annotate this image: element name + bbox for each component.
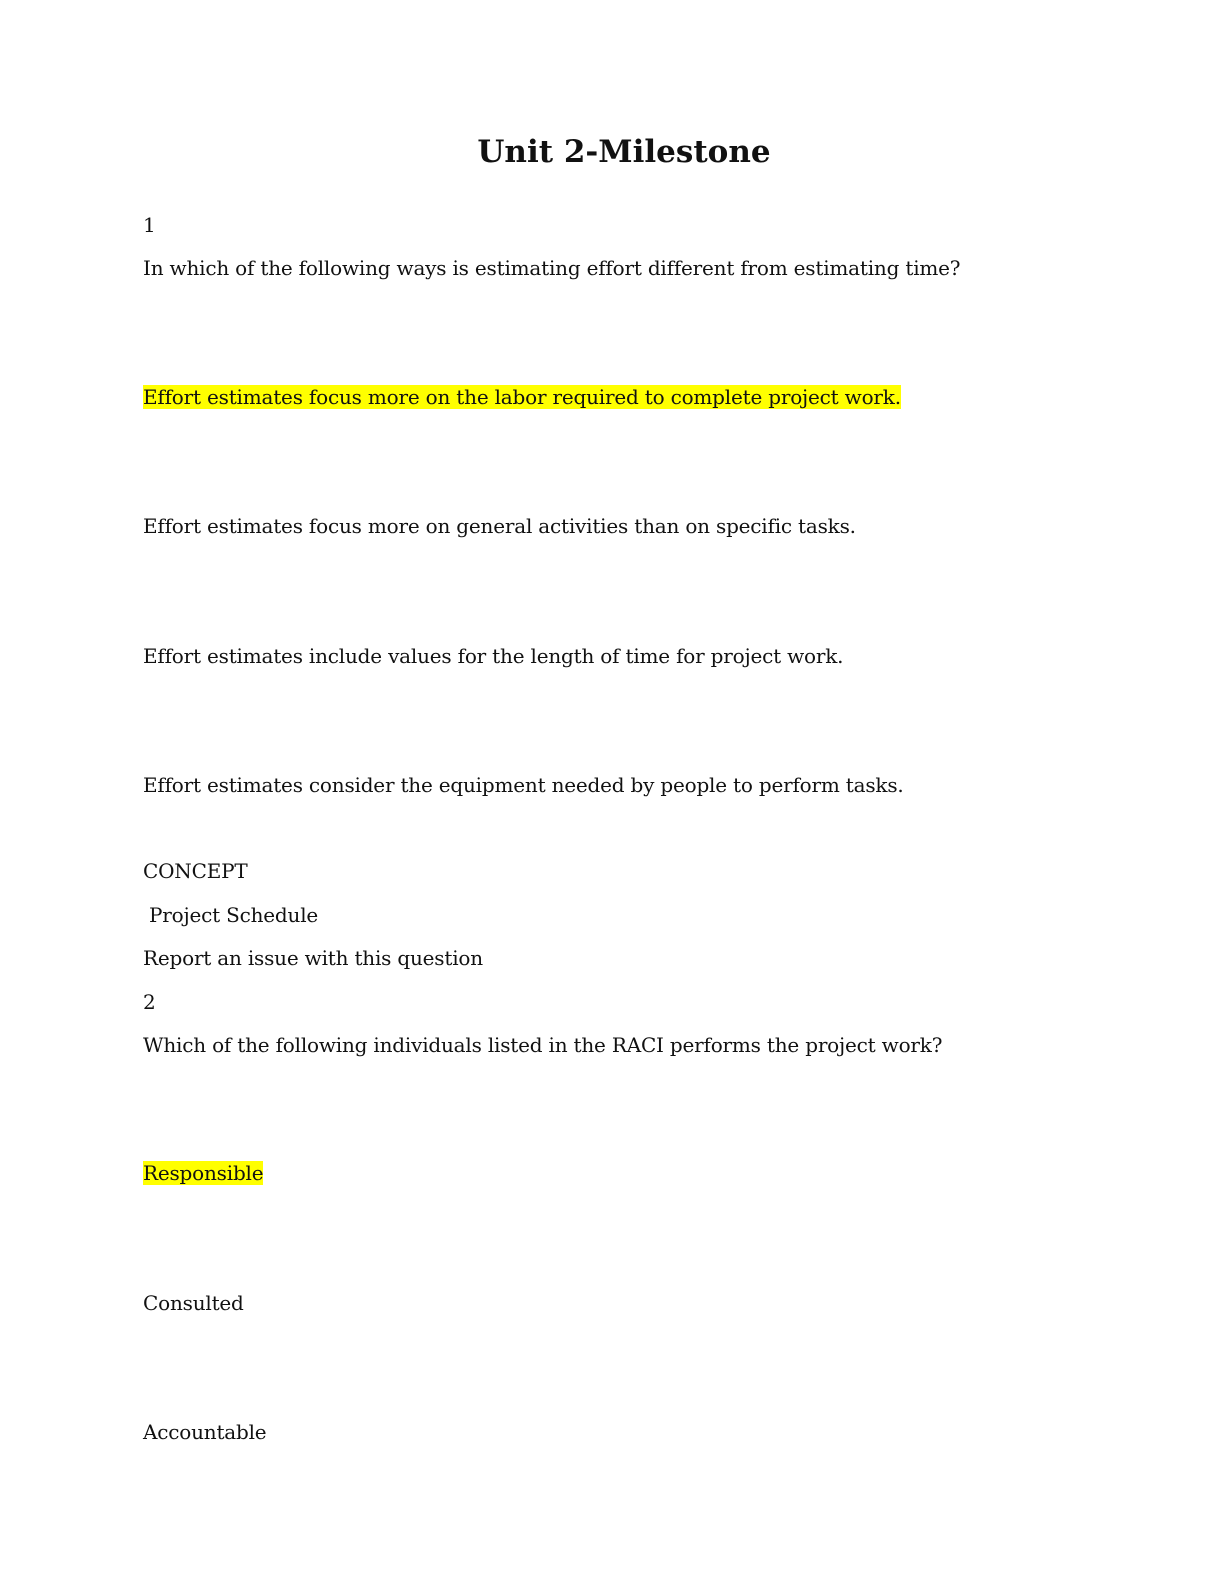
concept-name: Project Schedule <box>149 903 319 927</box>
concept-label: CONCEPT <box>143 859 248 883</box>
answer-option[interactable] <box>143 513 856 539</box>
answer-option-label: Accountable <box>143 1420 267 1444</box>
answer-option[interactable] <box>143 1290 244 1316</box>
question-number: 1 <box>143 213 156 237</box>
answer-option-selected[interactable] <box>143 1160 263 1186</box>
question-number: 2 <box>143 990 156 1014</box>
answer-option-label: Consulted <box>143 1291 244 1315</box>
answer-option[interactable] <box>143 643 843 669</box>
answer-option-label: Effort estimates focus more on general activities than on specific tasks. <box>143 514 856 538</box>
answer-option[interactable] <box>143 772 904 798</box>
answer-option-selected[interactable] <box>143 384 901 410</box>
answer-option[interactable] <box>143 1419 266 1445</box>
question-prompt: In which of the following ways is estimating effort different from estimating time? <box>143 256 961 280</box>
answer-option-label: Responsible <box>143 1161 264 1185</box>
answer-option-label: Effort estimates include values for the length of time for project work. <box>143 644 844 668</box>
answer-option-label: Effort estimates consider the equipment needed by people to perform tasks. <box>143 773 904 797</box>
question-prompt: Which of the following individuals listed in the RACI performs the project work? <box>143 1033 943 1057</box>
report-issue-link[interactable]: Report an issue with this question <box>143 946 483 970</box>
answer-option-label: Effort estimates focus more on the labor required to complete project work. <box>143 385 901 409</box>
page-title: Unit 2-Milestone <box>477 134 771 170</box>
